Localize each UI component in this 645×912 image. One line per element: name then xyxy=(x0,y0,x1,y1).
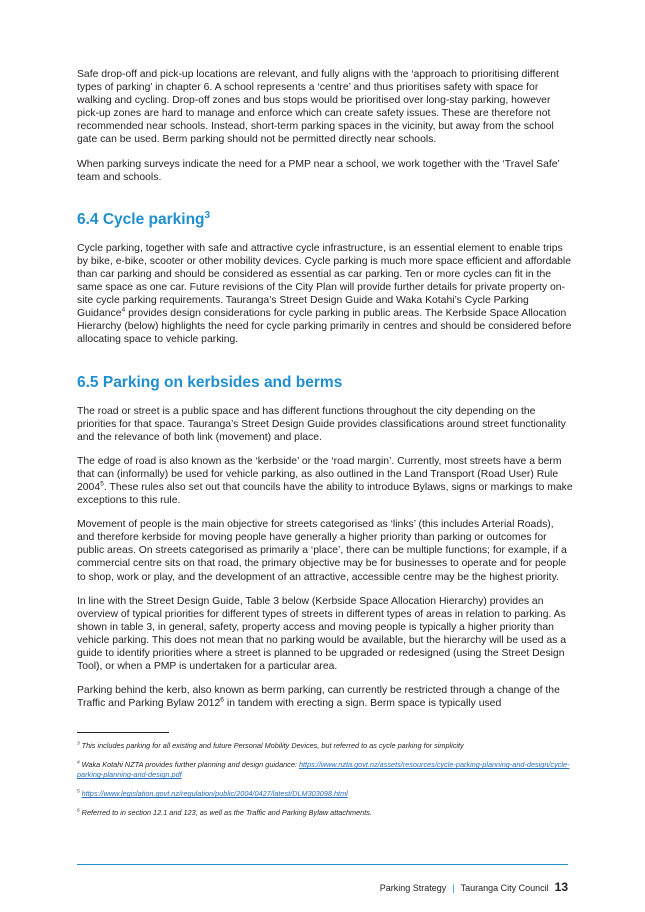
footnote-divider xyxy=(77,732,169,733)
footnote-ref-3[interactable]: 3 xyxy=(204,209,211,221)
footer-organisation: Tauranga City Council xyxy=(460,883,549,893)
section-6-4-heading: 6.4 Cycle parking$^3$ xyxy=(77,209,211,228)
kerbside-paragraph-4: In line with the Street Design Guide, Table 3 below (Kerbside Space Allocation Hierarchy) provides an overview of typical priorities for different types of streets in different types of areas in relation to parking. As shown in table 3, in general, safety, property access and moving people is typically a higher priority than vehicle parking. This does not mean that no parking would be available, but the hierarchy will be used as a guide to identify priorities where a street is planned to be upgraded or redesigned (using the Street Design Tool), or when a PMP is undertaken for a particular area. xyxy=(77,595,567,673)
footer-divider xyxy=(77,864,568,865)
footnote-6: $^6$ Referred to in section 12.1 and 123, as well as the Traffic and Parking Bylaw attachments. xyxy=(77,808,372,818)
footnote-ref-6[interactable]: 6 xyxy=(220,696,225,704)
page-content xyxy=(77,68,573,827)
kerbside-paragraph-2: The edge of road is also known as the ‘kerbside’ or the ‘road margin’. Currently, most streets have a berm that can (informally) be used for vehicle parking, as also outlined in the Land Transport (Road User) Rule 2004$^5$. These rules also set out that councils have the ability to introduce Bylaws, signs or markings to make exceptions to this rule. xyxy=(77,455,573,507)
footnote-4: $^4$ Waka Kotahi NZTA provides further planning and design guidance: https://www.nzta.govt.nz/assets/resources/cycle-parking-planning-and-design/cycle-parking-planning-and-design.pdf xyxy=(77,760,570,780)
page-footer xyxy=(380,880,568,894)
footnote-ref-5[interactable]: 5 xyxy=(100,480,104,488)
intro-paragraph-1: Safe drop-off and pick-up locations are relevant, and fully aligns with the ‘approach to prioritising different types of parking’ in chapter 6. A school represents a ‘centre’ and thus prioritises safety with space for walking and cycling. Drop-off zones and bus stops would be prioritised over long-stay parking, however pick-up zones are hard to manage and enforce which can create safety issues. These are therefore not recommended near schools. Instead, short-term parking spaces in the vicinity, but away from the school gate can be used. Berm parking should not be permitted directly near schools. xyxy=(77,69,559,146)
footnote-4-link[interactable]: https://www.nzta.govt.nz/assets/resources/cycle-parking-planning-and-design/cycle-parking-planning-and-design.pdf xyxy=(77,760,570,780)
intro-paragraph-2: When parking surveys indicate the need for a PMP near a school, we work together with the ‘Travel Safe’ team and schools. xyxy=(77,158,560,183)
kerbside-paragraph-3: Movement of people is the main objective for streets categorised as ‘links’ (this includes Arterial Roads), and therefore kerbside for moving people have generally a higher priority than parking or outcomes for public areas. On streets categorised as primarily a ‘place’, there can be multiple functions; for example, if a commercial centre sits on that road, the primary objective may be for businesses to operate and for people to shop, work or play, and the development of an attractive, accessible centre may be the highest priority. xyxy=(77,519,567,583)
cycle-parking-paragraph: Cycle parking, together with safe and attractive cycle infrastructure, is an essential element to enable trips by bike, e-bike, scooter or other mobility devices. Cycle parking is much more space efficient and affordable than car parking and should be considered as essential as car parking. Ten or more cycles can fit in the same space as one car. Future revisions of the City Plan will provide further details for private property on-site cycle parking requirements. Tauranga’s Street Design Guide and Waka Kotahi’s Cycle Parking Guidance$^4$ provides design considerations for cycle parking in public areas. The Kerbside Space Allocation Hierarchy (below) highlights the need for cycle parking primarily in centres and should be considered before allocating space to vehicle parking. xyxy=(77,242,572,346)
footnote-5-link[interactable]: https://www.legislation.govt.nz/regulation/public/2004/0427/latest/DLM303098.html xyxy=(81,789,348,799)
footnote-ref-4[interactable]: 4 xyxy=(121,306,126,314)
footnote-3: $^3$ This includes parking for all existing and future Personal Mobility Devices, but referred to as cycle parking for simplicity xyxy=(77,741,464,751)
footnote-5: $^5$ https://www.legislation.govt.nz/regulation/public/2004/0427/latest/DLM303098.html xyxy=(77,789,348,799)
page-number: 13 xyxy=(554,880,568,894)
kerbside-paragraph-5: Parking behind the kerb, also known as berm parking, can currently be restricted through a change of the Traffic and Parking Bylaw 2012$^6$ in tandem with erecting a sign. Berm space is typically used xyxy=(77,685,560,710)
kerbside-paragraph-1: The road or street is a public space and has different functions throughout the city depending on the priorities for that space. Tauranga’s Street Design Guide provides classifications around street functionality and the relevance of both link (movement) and place. xyxy=(77,405,566,443)
footer-document-title: Parking Strategy xyxy=(379,883,447,893)
section-6-5-heading: 6.5 Parking on kerbsides and berms xyxy=(77,373,343,391)
footer-separator: | xyxy=(452,883,455,893)
